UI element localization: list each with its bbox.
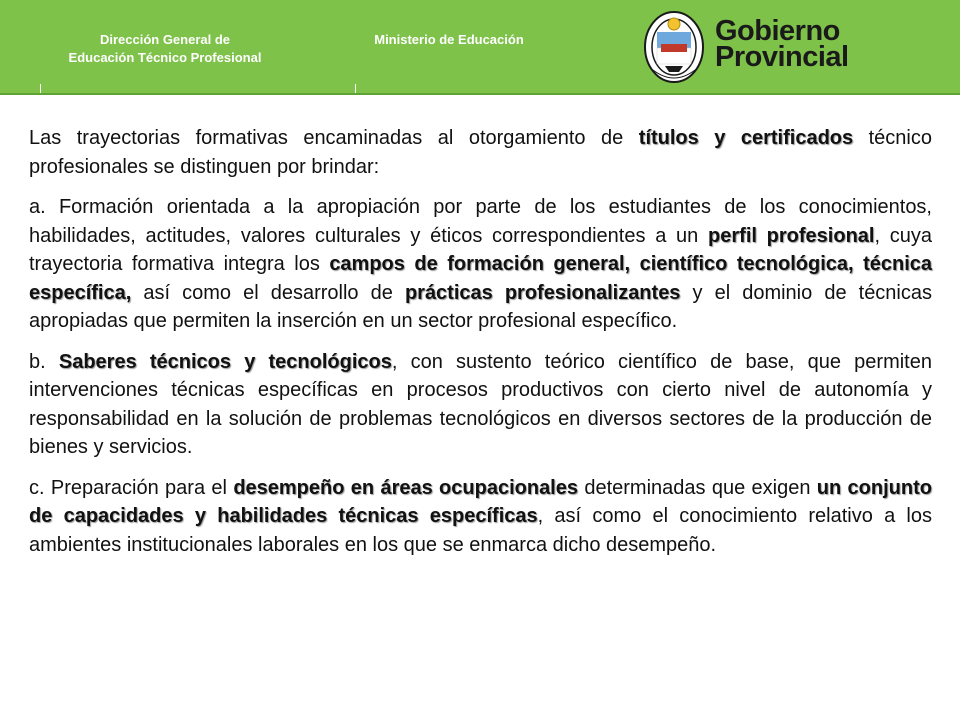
highlight-run: campos de formación general, científico tecnológica, técnica específica, bbox=[29, 253, 932, 304]
highlight-run: perfil profesional bbox=[708, 224, 875, 247]
header-left-line2: Educación Técnico Profesional bbox=[68, 50, 262, 65]
text-run: b. bbox=[29, 350, 59, 373]
text-run: así como el desarrollo de bbox=[131, 281, 405, 304]
text-run: , con sustento teórico científico de base, que permiten intervenciones técnicas específicas en procesos productivos con cierto nivel de autonomía y responsabilidad en la solución de problemas tecnológicos en diversos sectores de la producción de bienes y servicios. bbox=[29, 350, 932, 458]
text-run: y el dominio de técnicas apropiadas que permiten la inserción en un sector profesional específico. bbox=[29, 281, 932, 332]
logo-line1: Gobierno bbox=[715, 15, 840, 47]
highlight-run: desempeño en áreas ocupacionales bbox=[233, 476, 578, 499]
header-ministry-title: Ministerio de Educación bbox=[374, 32, 524, 47]
header-left-title bbox=[30, 31, 300, 67]
logo-line2: Provincial bbox=[715, 41, 849, 73]
paragraph-item-b bbox=[29, 348, 932, 462]
text-run: a. Formación orientada a la apropiación por parte de los estudiantes de los conocimientos, habilidades, actitudes, valores culturales y éticos correspondientes a un bbox=[29, 196, 932, 247]
text-run: , así como el conocimiento relativo a los ambientes institucionales laborales en los que se enmarca dicho desempeño. bbox=[29, 505, 932, 556]
gobierno-provincial-logo bbox=[643, 10, 849, 84]
highlight-run: prácticas profesionalizantes bbox=[404, 281, 681, 304]
highlight-run: títulos y certificados bbox=[638, 127, 854, 149]
main-text bbox=[29, 124, 932, 571]
paragraph-item-a bbox=[29, 193, 932, 336]
highlight-run: un conjunto de capacidades y habilidades técnicas específicas bbox=[29, 476, 932, 527]
paragraph-intro bbox=[29, 124, 932, 181]
text-run: técnico profesionales se distinguen por brindar: bbox=[29, 127, 932, 178]
paragraph-item-c bbox=[29, 474, 932, 560]
header-left-line1: Dirección General de bbox=[99, 32, 231, 47]
text-run: , cuya trayectoria formativa integra los bbox=[29, 224, 933, 275]
text-run: c. Preparación para el bbox=[29, 476, 234, 499]
header-divider bbox=[0, 93, 960, 95]
header-tick-middle bbox=[355, 84, 356, 93]
highlight-run: Saberes técnicos y tecnológicos bbox=[58, 350, 392, 373]
text-run: determinadas que exigen bbox=[578, 476, 817, 499]
header-tick-left bbox=[40, 84, 41, 93]
corrientes-seal-icon bbox=[643, 10, 705, 84]
logo-wordmark bbox=[715, 15, 849, 73]
text-run: Las trayectorias formativas encaminadas al otorgamiento de bbox=[29, 127, 639, 149]
